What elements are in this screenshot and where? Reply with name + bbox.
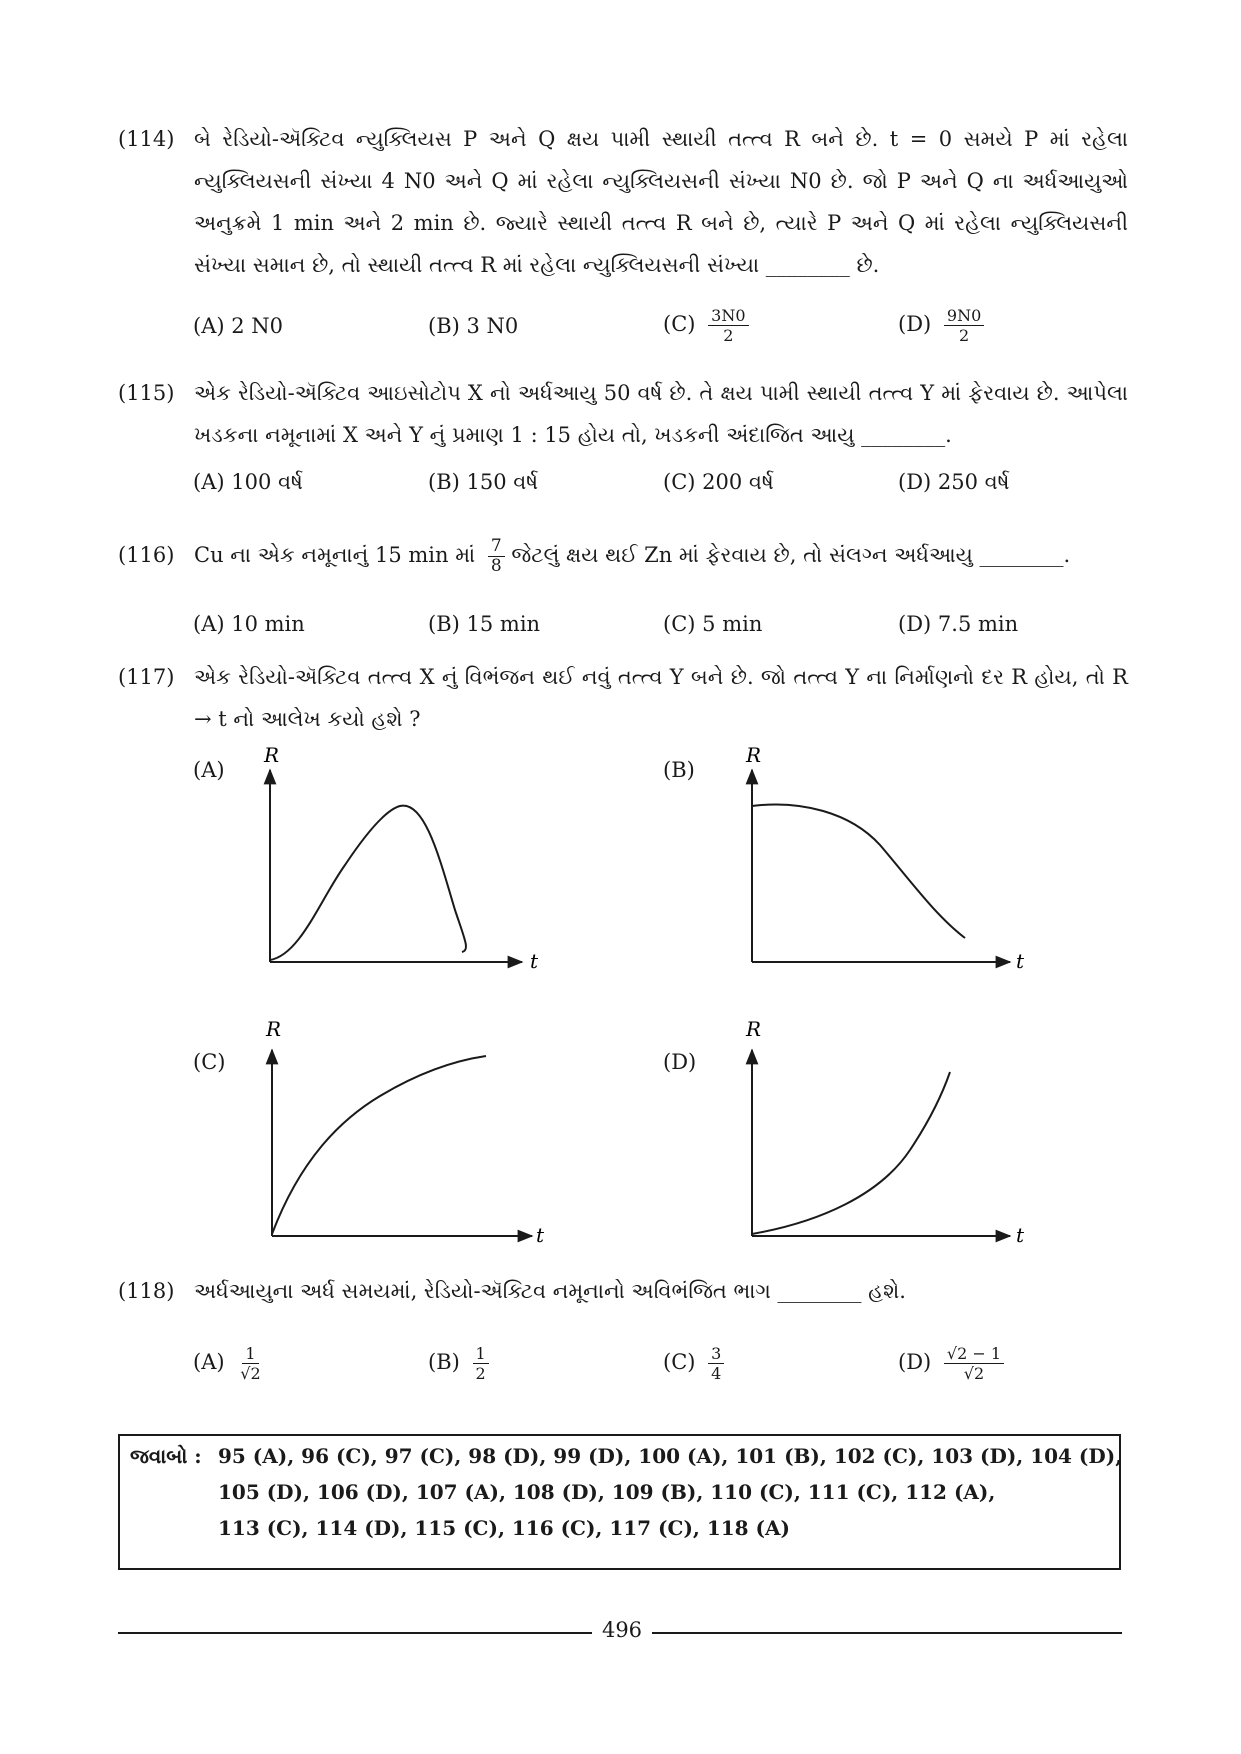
option-b: (B) $\frac{1}{2}$ — [428, 1344, 489, 1383]
graph-c — [265, 1017, 545, 1247]
page-number: 496 — [601, 1618, 643, 1642]
graph-a-label: (A) — [193, 758, 225, 782]
x-axis-label: t — [530, 949, 539, 973]
question-number: (114) — [118, 127, 175, 151]
question-number: (115) — [118, 381, 175, 405]
graph-c-label: (C) — [193, 1050, 226, 1074]
graph-b — [745, 743, 1025, 973]
question-116 — [118, 534, 1128, 580]
option-a: (A) 10 min — [193, 612, 305, 636]
option-c: (C) 200 વર્ષ — [663, 470, 774, 494]
option-d: (D) $\frac{9N0}{2}$ — [898, 306, 984, 345]
answer-heading: જવાબો : — [130, 1444, 202, 1468]
x-axis-label: t — [536, 1223, 545, 1247]
question-number: (118) — [118, 1279, 175, 1303]
option-d: (D) $\frac{√2 - 1}{√2}$ — [898, 1344, 1004, 1383]
question-115 — [118, 372, 1128, 456]
question-text: Cu ના એક નમૂનાનું 15 min માં $\frac{7}{8}$ જેટલું ક્ષય થઈ Zn માં ફેરવાય છે, તો સંલગ્ન અર્ધઆયુ ________. — [194, 536, 1071, 576]
option-d: (D) 250 વર્ષ — [898, 470, 1010, 494]
y-axis-label: R — [264, 743, 280, 767]
x-axis-label: t — [1016, 949, 1025, 973]
option-d: (D) 7.5 min — [898, 612, 1019, 636]
question-number: (117) — [118, 665, 175, 689]
question-text: બે રેડિયો-ઍક્ટિવ ન્યુક્લિયસ P અને Q ક્ષય પામી સ્થાયી તત્ત્વ R બને છે. t = 0 સમયે P માં રહેલા ન્યુક્લિયસની સંખ્યા 4 N0 અને Q માં રહેલા ન્યુક્લિયસની સંખ્યા N0 છે. જો P અને Q ના અર્ધઆયુઓ અનુક્રમે 1 min અને 2 min છે. જ્યારે સ્થાયી તત્ત્વ R બને છે, ત્યારે P અને Q માં રહેલા ન્યુક્લિયસની સંખ્યા સમાન છે, તો સ્થાયી તત્ત્વ R માં રહેલા ન્યુક્લિયસની સંખ્યા ________ છે. — [194, 127, 1128, 277]
graph-b-label: (B) — [663, 758, 695, 782]
graph-d-label: (D) — [663, 1050, 697, 1074]
curve — [752, 1072, 950, 1234]
curve — [270, 806, 466, 960]
question-118 — [118, 1270, 1128, 1316]
y-axis-label: R — [746, 1017, 762, 1041]
answer-line-2: 105 (D), 106 (D), 107 (A), 108 (D), 109 (B), 110 (C), 111 (C), 112 (A), — [218, 1480, 996, 1504]
question-number: (116) — [118, 543, 175, 567]
option-c: (C) $\frac{3N0}{2}$ — [663, 306, 749, 345]
question-117 — [118, 656, 1128, 740]
graph-d — [745, 1017, 1025, 1247]
curve — [272, 1056, 486, 1234]
graph-a — [263, 743, 539, 973]
x-axis-label: t — [1016, 1223, 1025, 1247]
option-b: (B) 150 વર્ષ — [428, 470, 539, 494]
question-text: અર્ધઆયુના અર્ધ સમયમાં, રેડિયો-ઍક્ટિવ નમૂનાનો અવિભંજિત ભાગ ________ હશે. — [194, 1279, 906, 1303]
question-text: એક રેડિયો-ઍક્ટિવ આઇસોટોપ X નો અર્ધઆયુ 50 વર્ષ છે. તે ક્ષય પામી સ્થાયી તત્ત્વ Y માં ફેરવાય છે. આપેલા ખડકના નમૂનામાં X અને Y નું પ્રમાણ 1 : 15 હોય તો, ખડકની અંદાજિત આયુ ________. — [194, 381, 1128, 447]
y-axis-label: R — [266, 1017, 282, 1041]
footer-rule-left — [118, 1632, 592, 1634]
footer-rule-right — [652, 1632, 1122, 1634]
question-text: એક રેડિયો-ઍક્ટિવ તત્ત્વ X નું વિભંજન થઈ નવું તત્ત્વ Y બને છે. જો તત્ત્વ Y ના નિર્માણનો દર R હોય, તો R → t નો આલેખ કયો હશે ? — [194, 665, 1128, 731]
curve — [752, 805, 965, 938]
answer-line-3: 113 (C), 114 (D), 115 (C), 116 (C), 117 (C), 118 (A) — [218, 1516, 790, 1540]
question-114 — [118, 118, 1128, 288]
option-a: (A) 100 વર્ષ — [193, 470, 303, 494]
option-b: (B) 15 min — [428, 612, 541, 636]
option-c: (C) 5 min — [663, 612, 763, 636]
answer-line-1: 95 (A), 96 (C), 97 (C), 98 (D), 99 (D), 100 (A), 101 (B), 102 (C), 103 (D), 104 (D), — [218, 1444, 1123, 1468]
option-b: (B) 3 N0 — [428, 314, 519, 338]
option-a: (A) $\frac{1}{√2}$ — [193, 1344, 261, 1383]
option-c: (C) $\frac{3}{4}$ — [663, 1344, 724, 1383]
y-axis-label: R — [746, 743, 762, 767]
option-a: (A) 2 N0 — [193, 314, 284, 338]
